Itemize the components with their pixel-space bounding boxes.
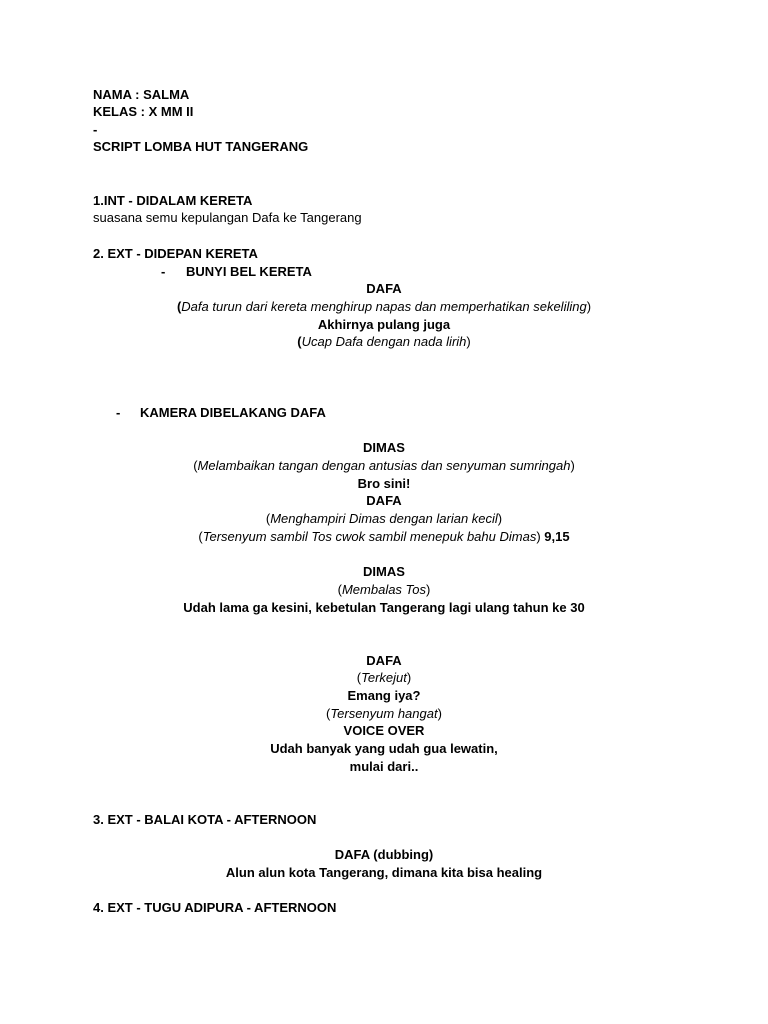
action-dafa-turun xyxy=(0,298,768,316)
dialogue-akhirnya: Akhirnya pulang juga xyxy=(317,317,451,332)
scene2-heading: 2. EXT - DIDEPAN KERETA xyxy=(93,246,258,261)
dialogue-emang-iya: Emang iya? xyxy=(347,688,421,703)
paren-open: ( xyxy=(176,299,182,314)
action-text: Terkejut xyxy=(361,670,407,685)
action-melambaikan: (Melambaikan tangan dengan antusias dan senyuman sumringah) xyxy=(193,458,575,473)
action-text: Ucap Dafa dengan nada lirih xyxy=(301,334,467,349)
character-dafa: DAFA xyxy=(366,281,402,296)
paren-close: ) xyxy=(586,299,592,314)
action-text: Dafa turun dari kereta menghirup napas dan memperhatikan sekeliling xyxy=(181,299,587,314)
paren-close: ) xyxy=(466,334,471,349)
bullet-bunyi-bel: BUNYI BEL KERETA xyxy=(186,264,312,279)
action-tersenyum-hangat: (Tersenyum hangat) xyxy=(326,706,442,721)
dialogue-alun-alun: Alun alun kota Tangerang, dimana kita bisa healing xyxy=(225,865,543,880)
dialogue-udah-banyak: Udah banyak yang udah gua lewatin, xyxy=(270,741,498,756)
action-text: Tersenyum hangat xyxy=(330,706,438,721)
scene3-heading: 3. EXT - BALAI KOTA - AFTERNOON xyxy=(93,812,317,827)
scene1-heading: 1.INT - DIDALAM KERETA xyxy=(93,193,253,208)
scene4-heading: 4. EXT - TUGU ADIPURA - AFTERNOON xyxy=(93,900,337,915)
nama-line: NAMA : SALMA xyxy=(93,87,190,102)
action-membalas-tos: (Membalas Tos) xyxy=(337,582,431,597)
bullet-mark: - xyxy=(116,405,121,420)
kelas-line: KELAS : X MM II xyxy=(93,104,194,119)
action-terkejut: (Terkejut) xyxy=(356,670,412,685)
action-tersenyum-tos: (Tersenyum sambil Tos cwok sambil menepuk bahu Dimas) 9,15 xyxy=(198,529,570,544)
action-text: Tersenyum sambil Tos cwok sambil menepuk bahu Dimas xyxy=(202,529,537,544)
character-dafa: DAFA xyxy=(366,653,402,668)
script-title: SCRIPT LOMBA HUT TANGERANG xyxy=(93,139,309,154)
dialogue-bro-sini: Bro sini! xyxy=(357,476,411,491)
character-dimas: DIMAS xyxy=(363,564,405,579)
action-ucap-dafa xyxy=(0,333,768,351)
bullet-mark: - xyxy=(161,264,166,279)
timecode: 9,15 xyxy=(544,529,570,544)
character-dimas: DIMAS xyxy=(363,440,405,455)
character-dafa-dubbing: DAFA (dubbing) xyxy=(334,847,434,862)
scene1-description: suasana semu kepulangan Dafa ke Tangerang xyxy=(93,210,362,225)
character-dafa: DAFA xyxy=(366,493,402,508)
action-text: Melambaikan tangan dengan antusias dan senyuman sumringah xyxy=(197,458,571,473)
paren-open: ( xyxy=(297,334,302,349)
action-text: Menghampiri Dimas dengan larian kecil xyxy=(270,511,498,526)
voice-over-label: VOICE OVER xyxy=(343,723,425,738)
bullet-kamera: KAMERA DIBELAKANG DAFA xyxy=(140,405,326,420)
dialogue-udah-lama: Udah lama ga kesini, kebetulan Tangerang lagi ulang tahun ke 30 xyxy=(183,600,585,615)
action-text: Membalas Tos xyxy=(341,582,427,597)
dialogue-mulai-dari: mulai dari.. xyxy=(349,759,419,774)
header-dash: - xyxy=(93,122,98,137)
action-menghampiri: (Menghampiri Dimas dengan larian kecil) xyxy=(265,511,503,526)
